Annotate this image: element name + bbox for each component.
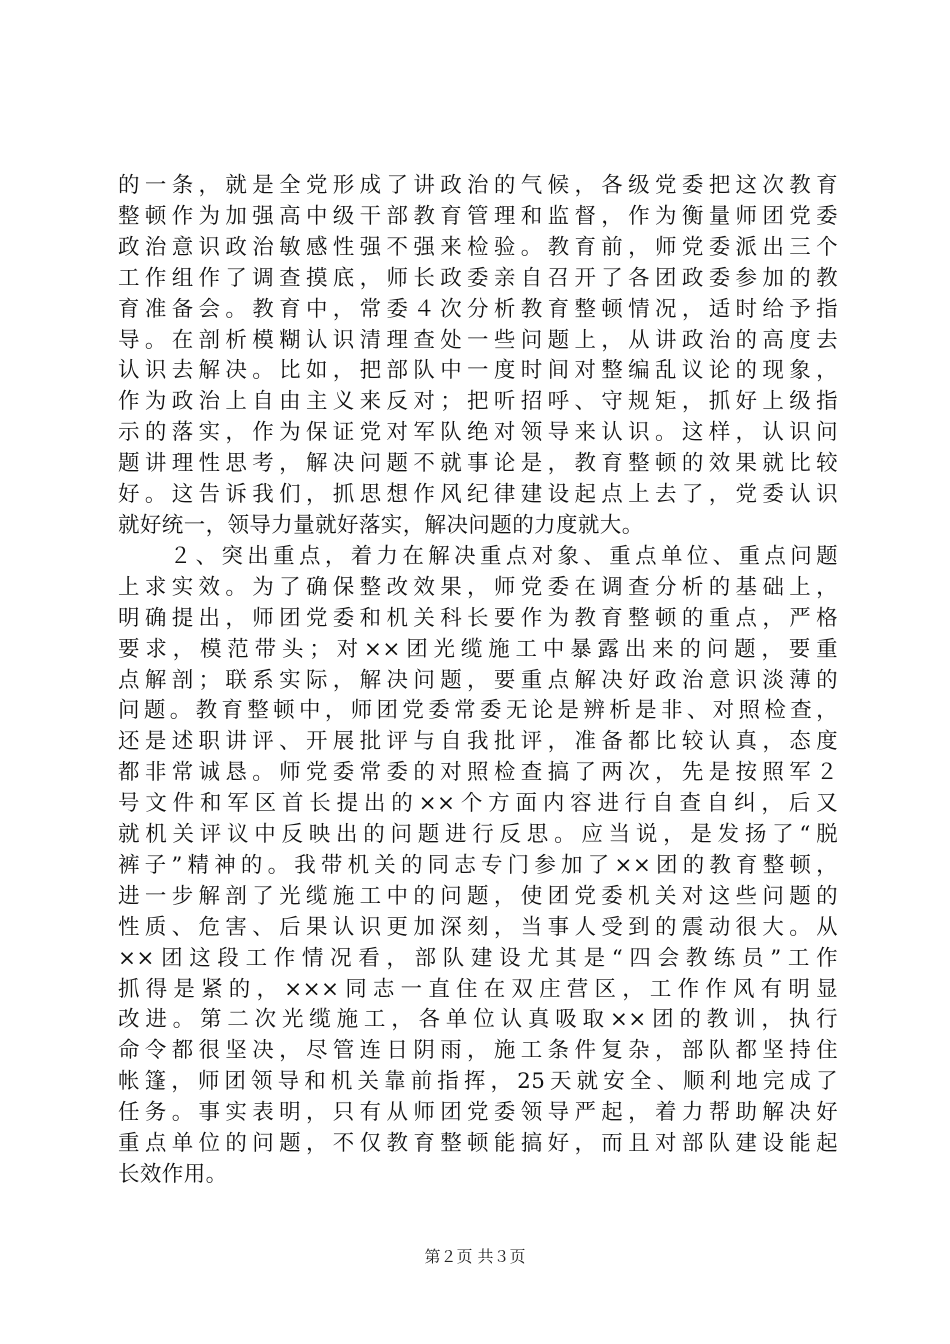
text-line: 就好统一，领导力量就好落实，解决问题的力度就大。 xyxy=(118,512,644,538)
text-line: 好。这告诉我们，抓思想作风纪律建设起点上去了，党委认识 xyxy=(118,482,838,508)
text-line: 重点单位的问题，不仅教育整顿能搞好，而且对部队建设能起 xyxy=(118,1131,838,1157)
text-line: 的一条，就是全党形成了讲政治的气候，各级党委把这次教育 xyxy=(118,173,838,198)
text-line: 整顿作为加强高中级干部教育管理和监督，作为衡量师团党委 xyxy=(118,203,838,229)
text-line: 上求实效。为了确保整改效果，师党委在调查分析的基础上， xyxy=(118,574,838,600)
document-body xyxy=(118,171,838,1191)
text-line: 命令都很坚决，尽管连日阴雨，施工条件复杂，部队都坚持住 xyxy=(118,1038,838,1064)
text-line: 就机关评议中反映出的问题进行反思。应当说，是发扬了“脱 xyxy=(118,822,838,848)
page-footer xyxy=(0,1244,950,1267)
paragraph-1 xyxy=(118,171,838,542)
text-line: 认识去解决。比如，把部队中一度时间对整编乱议论的现象， xyxy=(118,358,838,384)
page-number-label: 第２页 共３页 xyxy=(424,1247,526,1266)
text-line: 明确提出，师团党委和机关科长要作为教育整顿的重点，严格 xyxy=(118,605,838,631)
text-line: 工作组作了调查摸底，师长政委亲自召开了各团政委参加的教 xyxy=(118,265,838,291)
text-line: 都非常诚恳。师党委常委的对照检查搞了两次，先是按照军２ xyxy=(118,760,838,786)
text-line: 任务。事实表明，只有从师团党委领导严起，着力帮助解决好 xyxy=(118,1100,838,1126)
text-line: 作为政治上自由主义来反对；把听招呼、守规矩，抓好上级指 xyxy=(118,389,838,415)
text-line: 改进。第二次光缆施工，各单位认真吸取××团的教训，执行 xyxy=(118,1007,838,1033)
text-line: 点解剖；联系实际，解决问题，要重点解决好政治意识淡薄的 xyxy=(118,667,838,693)
text-line: 长效作用。 xyxy=(118,1162,228,1187)
paragraph-2 xyxy=(118,542,838,1191)
text-line: 帐篷，师团领导和机关靠前指挥，25天就安全、顺利地完成了 xyxy=(118,1069,838,1095)
text-line: 进一步解剖了光缆施工中的问题，使团党委机关对这些问题的 xyxy=(118,883,838,909)
text-line: 性质、危害、后果认识更加深刻，当事人受到的震动很大。从 xyxy=(118,914,838,940)
text-line: 示的落实，作为保证党对军队绝对领导来认识。这样，认识问 xyxy=(118,420,838,446)
text-line: 号文件和军区首长提出的××个方面内容进行自查自纠，后又 xyxy=(118,791,838,817)
text-line: 育准备会。教育中，常委４次分析教育整顿情况，适时给予指 xyxy=(118,296,838,322)
text-line: 政治意识政治敏感性强不强来检验。教育前，师党委派出三个 xyxy=(118,234,838,260)
text-line: 题讲理性思考，解决问题不就事论是，教育整顿的效果就比较 xyxy=(118,451,838,477)
text-line: 还是述职讲评、开展批评与自我批评，准备都比较认真，态度 xyxy=(118,729,838,755)
text-line: 导。在剖析模糊认识清理查处一些问题上，从讲政治的高度去 xyxy=(118,327,838,353)
text-line: 裤子”精神的。我带机关的同志专门参加了××团的教育整顿， xyxy=(118,852,838,878)
text-line: 抓得是紧的，×××同志一直住在双庄营区，工作作风有明显 xyxy=(118,976,838,1002)
text-line: ２、突出重点，着力在解决重点对象、重点单位、重点问题 xyxy=(118,543,838,569)
text-line: 要求，模范带头；对××团光缆施工中暴露出来的问题，要重 xyxy=(118,636,838,662)
text-line: 问题。教育整顿中，师团党委常委无论是辨析是非、对照检查， xyxy=(118,698,838,724)
text-line: ××团这段工作情况看，部队建设尤其是“四会教练员”工作 xyxy=(118,945,838,971)
